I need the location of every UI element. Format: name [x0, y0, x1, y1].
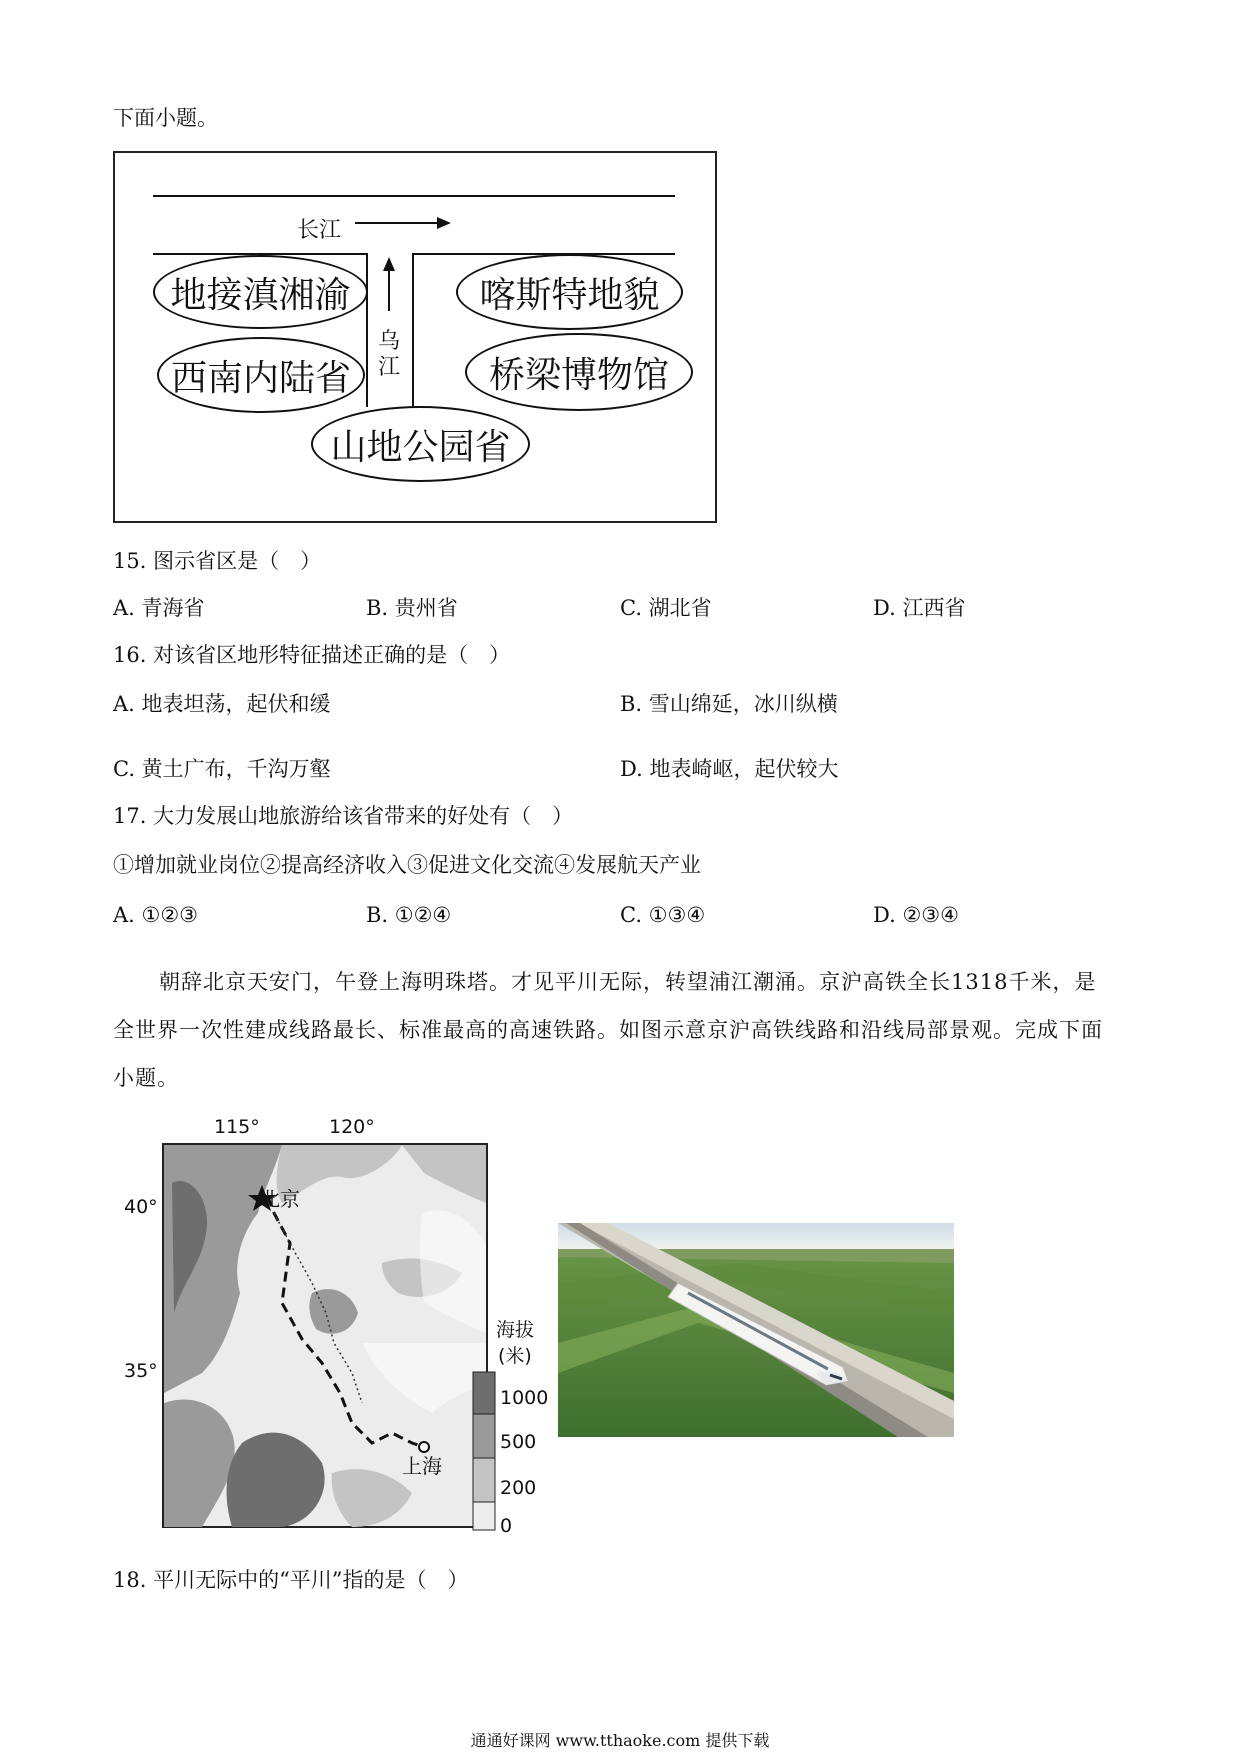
legend-value-500: 500 — [500, 1431, 537, 1453]
q17-stem: 17. 大力发展山地旅游给该省带来的好处有（ ） — [113, 804, 574, 828]
legend-swatch-high — [473, 1372, 495, 1414]
q16-option-a: A. 地表坦荡，起伏和缓 — [113, 692, 331, 716]
jinghu-railway-map — [110, 1113, 550, 1537]
passage-text: 朝辞北京天安门，午登上海明珠塔。才见平川无际，转望浦江潮涌。京沪高铁全长1318千米，是全世界一次性建成线路最长、标准最高的高速铁路。如图示意京沪高铁线路和沿线局部景观。完成下面小题。 — [113, 970, 1103, 1090]
legend-value-1000: 1000 — [500, 1387, 549, 1409]
city-label-beijing: 北京 — [260, 1187, 300, 1211]
q15-option-d: D. 江西省 — [873, 596, 966, 620]
province-diagram — [113, 151, 717, 523]
q15-stem: 15. 图示省区是（ ） — [113, 549, 322, 573]
legend-title-altitude: 海拔 — [496, 1319, 535, 1341]
q15-option-b: B. 贵州省 — [366, 596, 458, 620]
lon-label-120: 120° — [329, 1116, 375, 1138]
q15-option-c: C. 湖北省 — [620, 596, 712, 620]
oval-left-top: 地接滇湘渝 — [153, 255, 368, 329]
train-scene-illustration — [558, 1223, 954, 1437]
tributary-bank-left — [366, 253, 368, 407]
q17-option-b: B. ①②④ — [366, 903, 452, 927]
lat-label-40: 40° — [124, 1196, 158, 1218]
river-bank-top — [153, 195, 675, 197]
altitude-legend-bar — [472, 1371, 496, 1531]
legend-value-0: 0 — [500, 1515, 513, 1537]
legend-swatch-mid — [473, 1414, 495, 1458]
oval-right-bottom: 桥梁博物馆 — [465, 333, 693, 411]
river-label-wujiang-text: 乌江 — [377, 329, 400, 380]
tributary-bank-right — [412, 253, 414, 407]
city-label-shanghai: 上海 — [402, 1454, 442, 1478]
oval-right-top: 喀斯特地貌 — [456, 254, 683, 330]
intro-tail: 下面小题。 — [113, 106, 218, 130]
legend-value-200: 200 — [500, 1477, 537, 1499]
lat-label-35: 35° — [124, 1360, 158, 1382]
q17-option-a: A. ①②③ — [113, 903, 198, 927]
river-label-yangtze: 长江 — [297, 218, 342, 243]
high-speed-train-photo — [558, 1223, 954, 1437]
flow-arrow-north-icon — [377, 257, 401, 313]
q16-option-c: C. 黄土广布，千沟万壑 — [113, 757, 331, 781]
legend-swatch-low — [473, 1458, 495, 1502]
q18-stem: 18. 平川无际中的“平川”指的是（ ） — [113, 1568, 469, 1592]
oval-left-bottom: 西南内陆省 — [157, 337, 365, 413]
footer-source: 通通好课网 www.tthaoke.com 提供下载 — [470, 1731, 770, 1750]
legend-swatch-lowest — [473, 1502, 495, 1530]
q16-option-b: B. 雪山绵延，冰川纵横 — [620, 692, 838, 716]
q17-items: ①增加就业岗位②提高经济收入③促进文化交流④发展航天产业 — [113, 853, 701, 877]
q17-option-c: C. ①③④ — [620, 903, 706, 927]
legend-title-unit: (米) — [498, 1345, 532, 1367]
flow-arrow-east-icon — [353, 211, 453, 235]
q16-option-d: D. 地表崎岖，起伏较大 — [620, 757, 839, 781]
q15-option-a: A. 青海省 — [113, 596, 205, 620]
q16-stem: 16. 对该省区地形特征描述正确的是（ ） — [113, 643, 511, 667]
lon-label-115: 115° — [214, 1116, 260, 1138]
q17-option-d: D. ②③④ — [873, 903, 959, 927]
oval-bottom: 山地公园省 — [311, 406, 530, 482]
river-label-wujiang — [377, 329, 401, 381]
